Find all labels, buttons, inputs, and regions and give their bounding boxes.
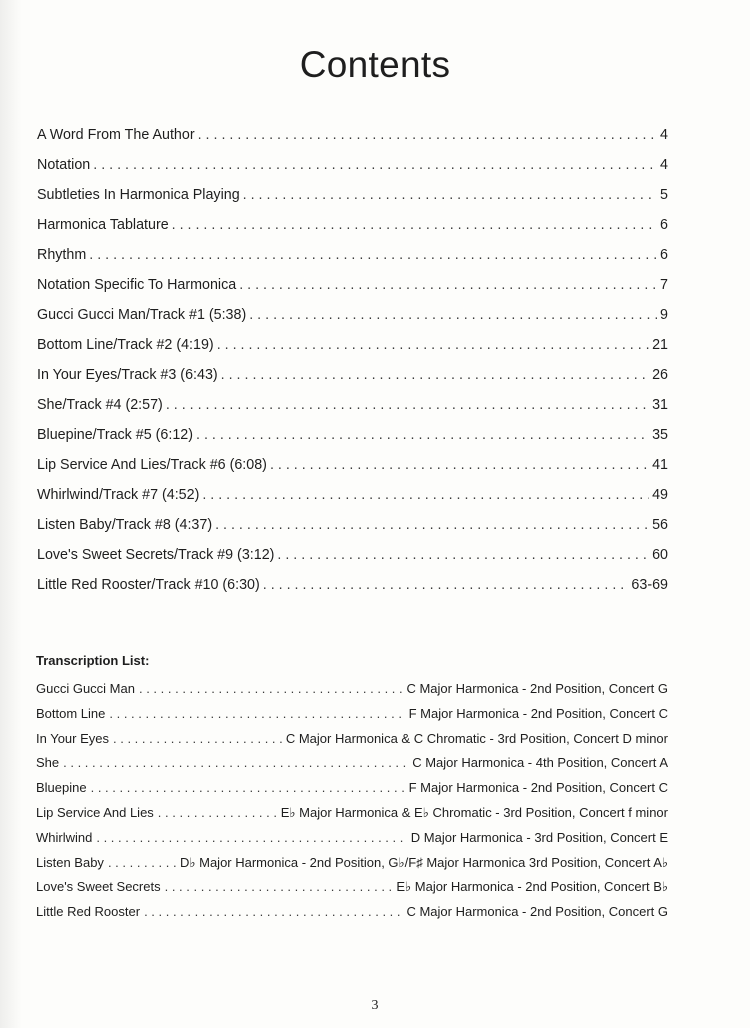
transcription-item [36,678,668,703]
transcription-desc: E♭ Major Harmonica & E♭ Chromatic - 3rd Position, Concert f minor [280,804,668,820]
toc-entry-page: 7 [660,277,668,293]
transcription-item [36,777,668,802]
transcription-desc: C Major Harmonica & C Chromatic - 3rd Position, Concert D minor [285,730,668,746]
transcription-desc: C Major Harmonica - 2nd Position, Concert G [406,681,668,696]
toc-entry-page: 49 [652,487,668,503]
transcription-song: Bottom Line [36,705,106,721]
toc-entry-page: 21 [652,337,668,353]
transcription-desc: F Major Harmonica - 2nd Position, Concert C [408,780,668,796]
toc-entry [37,453,668,483]
dot-leader [249,303,657,327]
dot-leader [202,483,649,507]
toc-entry-label: Whirlwind/Track #7 (4:52) [37,487,200,503]
dot-leader [239,273,657,297]
transcription-desc: D♭ Major Harmonica - 2nd Position, G♭/F♯ Major Harmonica 3rd Position, Concert A♭ [179,854,668,870]
transcription-list-heading: Transcription List: [36,653,150,668]
toc-entry [37,213,668,243]
toc-entry-page: 26 [652,367,668,383]
toc-entry-page: 41 [652,457,668,473]
transcription-item [36,703,668,728]
dot-leader [109,703,404,725]
toc-entry-page: 6 [660,217,668,233]
dot-leader [166,393,649,417]
toc-entry [37,273,668,303]
toc-entry-label: Love's Sweet Secrets/Track #9 (3:12) [37,547,275,563]
dot-leader [108,852,176,874]
dot-leader [263,573,629,597]
transcription-song: Love's Sweet Secrets [36,879,161,895]
toc-entry-label: Harmonica Tablature [37,217,169,233]
page-title: Contents [299,44,451,85]
toc-entry-label: Subtleties In Harmonica Playing [37,187,240,203]
toc-entry [37,393,668,423]
page-number: 3 [371,998,379,1013]
toc-entry [37,573,668,603]
page-edge-shadow [0,0,22,1028]
dot-leader [63,752,408,774]
transcription-desc: F Major Harmonica - 2nd Position, Concert C [408,705,668,721]
toc-entry-label: Bottom Line/Track #2 (4:19) [37,337,214,353]
toc-entry-page: 60 [652,547,668,563]
toc-entry-page: 31 [652,397,668,413]
table-of-contents [37,123,668,603]
dot-leader [277,543,649,567]
dot-leader [270,453,649,477]
toc-entry-label: Little Red Rooster/Track #10 (6:30) [37,577,260,593]
transcription-item [36,728,668,753]
transcription-desc: C Major Harmonica - 4th Position, Concert A [412,755,668,771]
toc-entry [37,153,668,183]
dot-leader [196,423,649,447]
dot-leader [165,876,393,898]
transcription-song: Lip Service And Lies [36,804,154,820]
transcription-song: Bluepine [36,780,87,796]
dot-leader [91,777,405,799]
toc-entry [37,543,668,573]
toc-entry [37,363,668,393]
toc-entry-label: Lip Service And Lies/Track #6 (6:08) [37,457,267,473]
transcription-list [36,650,668,926]
transcription-desc: D Major Harmonica - 3rd Position, Concert E [410,829,668,845]
dot-leader [139,678,402,700]
toc-entry-page: 6 [660,247,668,263]
toc-entry [37,483,668,513]
toc-entry-label: In Your Eyes/Track #3 (6:43) [37,367,218,383]
toc-entry [37,243,668,273]
transcription-item [36,752,668,777]
toc-entry-page: 9 [660,307,668,323]
toc-entry [37,123,668,153]
toc-entry-page: 4 [660,127,668,143]
transcription-item [36,802,668,827]
transcription-song: In Your Eyes [36,730,109,746]
transcription-song: She [36,755,60,771]
toc-entry-page: 35 [652,427,668,443]
toc-entry-label: Bluepine/Track #5 (6:12) [37,427,194,443]
toc-entry-label: Notation Specific To Harmonica [37,277,237,293]
toc-entry-label: A Word From The Author [37,127,195,143]
toc-entry [37,183,668,213]
transcription-song: Gucci Gucci Man [36,681,135,696]
dot-leader [158,802,277,824]
toc-entry [37,513,668,543]
transcription-desc: C Major Harmonica - 2nd Position, Concert G [406,904,668,920]
toc-entry-page: 4 [660,157,668,173]
transcription-item [36,852,668,877]
toc-entry-page: 63-69 [631,577,668,593]
dot-leader [113,728,282,750]
toc-entry [37,423,668,453]
dot-leader [89,243,657,267]
dot-leader [198,123,657,147]
dot-leader [144,901,402,923]
toc-entry [37,333,668,363]
toc-entry-page: 5 [660,187,668,203]
toc-entry-label: She/Track #4 (2:57) [37,397,163,413]
transcription-song: Listen Baby [36,854,104,870]
transcription-item [36,901,668,926]
transcription-item [36,876,668,901]
dot-leader [93,153,657,177]
toc-entry-label: Listen Baby/Track #8 (4:37) [37,517,213,533]
dot-leader [217,333,649,357]
transcription-song: Whirlwind [36,829,93,845]
toc-entry-label: Rhythm [37,247,87,263]
transcription-desc: E♭ Major Harmonica - 2nd Position, Concert B♭ [396,879,668,895]
dot-leader [243,183,657,207]
toc-entry-page: 56 [652,517,668,533]
toc-entry [37,303,668,333]
transcription-item [36,827,668,852]
transcription-song: Little Red Rooster [36,904,141,920]
dot-leader [221,363,649,387]
dot-leader [172,213,657,237]
toc-entry-label: Notation [37,157,91,173]
toc-entry-label: Gucci Gucci Man/Track #1 (5:38) [37,307,247,323]
dot-leader [215,513,649,537]
dot-leader [96,827,406,849]
